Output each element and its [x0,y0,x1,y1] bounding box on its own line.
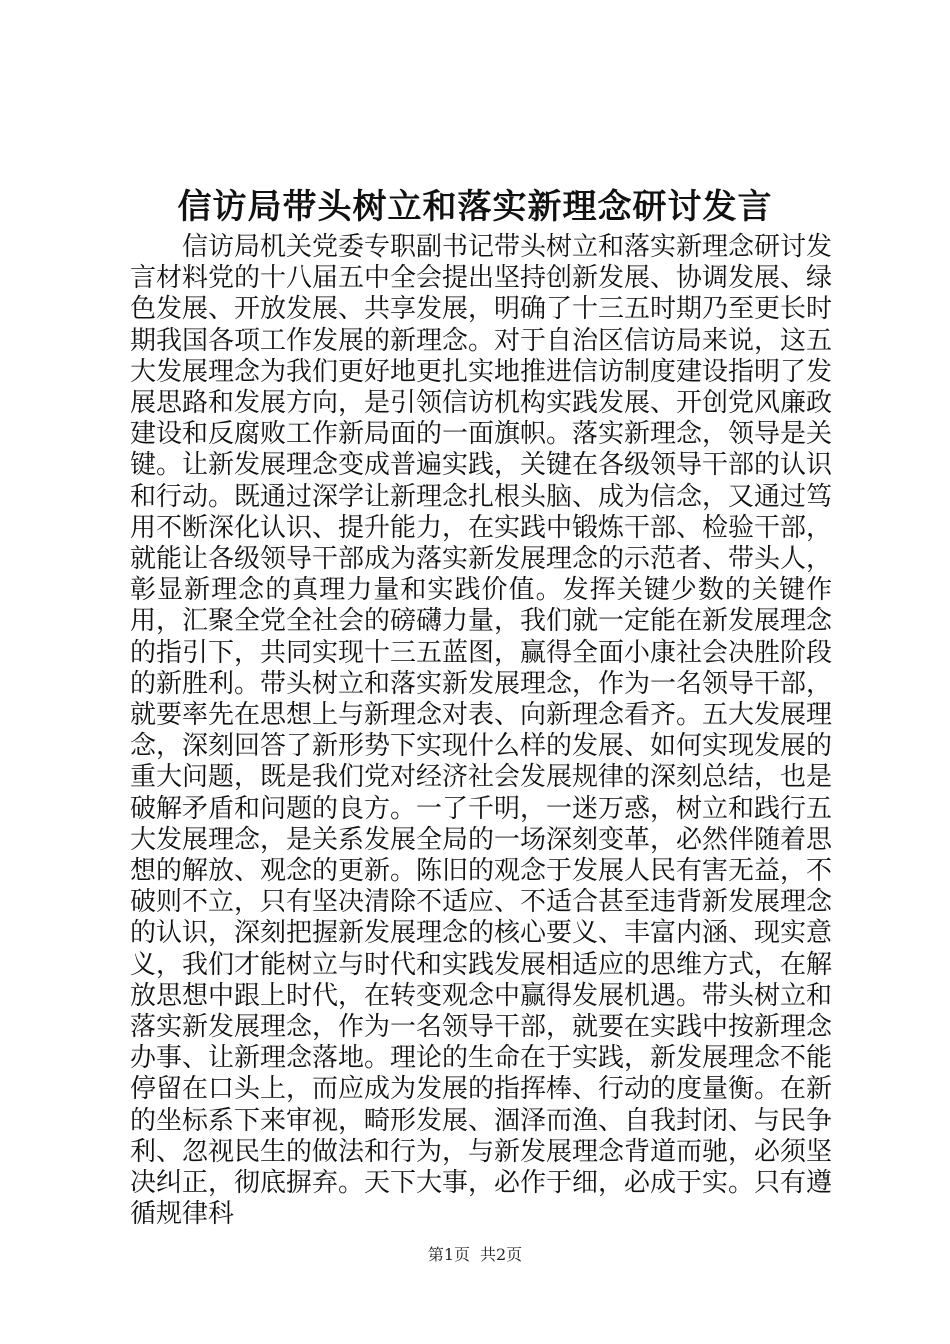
page-number: 第1页 [427,1245,470,1264]
document-title: 信访局带头树立和落实新理念研讨发言 [177,187,773,227]
page-total: 共2页 [480,1245,523,1264]
page-footer [0,1244,950,1266]
document-body-paragraph: 信访局机关党委专职副书记带头树立和落实新理念研讨发言材料党的十八届五中全会提出坚持创新发展、协调发展、绿色发展、开放发展、共享发展，明确了十三五时期乃至更长时期我国各项工作发展的新理念。对于自治区信访局来说，这五大发展理念为我们更好地更扎实地推进信访制度建设指明了发展思路和发展方向，是引领信访机构实践发展、开创党风廉政建设和反腐败工作新局面的一面旗帜。落实新理念，领导是关键。让新发展理念变成普遍实践，关键在各级领导干部的认识和行动。既通过深学让新理念扎根头脑、成为信念，又通过笃用不断深化认识、提升能力，在实践中锻炼干部、检验干部，就能让各级领导干部成为落实新发展理念的示范者、带头人，彰显新理念的真理力量和实践价值。发挥关键少数的关键作用，汇聚全党全社会的磅礴力量，我们就一定能在新发展理念的指引下，共同实现十三五蓝图，赢得全面小康社会决胜阶段的新胜利。带头树立和落实新发展理念，作为一名领导干部，就要率先在思想上与新理念对表、向新理念看齐。五大发展理念，深刻回答了新形势下实现什么样的发展、如何实现发展的重大问题，既是我们党对经济社会发展规律的深刻总结，也是破解矛盾和问题的良方。一了千明，一迷万惑，树立和践行五大发展理念，是关系发展全局的一场深刻变革，必然伴随着思想的解放、观念的更新。陈旧的观念于发展人民有害无益，不破则不立，只有坚决清除不适应、不适合甚至违背新发展理念的认识，深刻把握新发展理念的核心要义、丰富内涵、现实意义，我们才能树立与时代和实践发展相适应的思维方式，在解放思想中跟上时代，在转变观念中赢得发展机遇。带头树立和落实新发展理念，作为一名领导干部，就要在实践中按新理念办事、让新理念落地。理论的生命在于实践，新发展理念不能停留在口头上，而应成为发展的指挥棒、行动的度量衡。在新的坐标系下来审视，畸形发展、涸泽而渔、自我封闭、与民争利、忽视民生的做法和行为，与新发展理念背道而驰，必须坚决纠正，彻底摒弃。天下大事，必作于细，必成于实。只有遵循规律科 [130,232,833,1230]
